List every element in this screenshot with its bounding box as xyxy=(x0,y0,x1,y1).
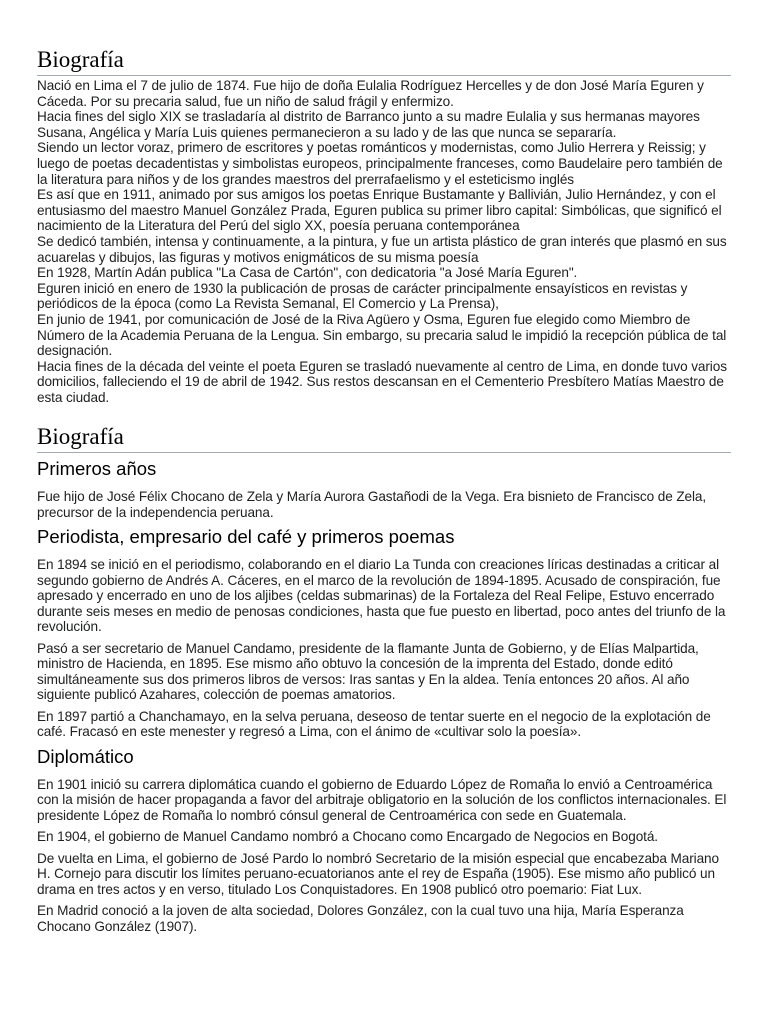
subheading-periodista: Periodista, empresario del café y primeros poemas xyxy=(37,526,455,548)
bio-line: En junio de 1941, por comunicación de José de la Riva Agüero y Osma, Eguren fue elegido como Miembro de Número de la Academia Peruana de la Lengua. Sin embargo, su precaria salud le impidió la recepción pública de tal designación. xyxy=(37,311,727,359)
bio-line: Hacia fines de la década del veinte el poeta Eguren se trasladó nuevamente al centro de Lima, en donde tuvo varios domicilios, falleciendo el 19 de abril de 1942. Sus restos descansan en el Cementerio Presbítero Matías Maestro de esta ciudad. xyxy=(37,358,727,405)
paragraph: En Madrid conoció a la joven de alta sociedad, Dolores González, con la cual tuvo una hija, María Esperanza Chocano González (1907). xyxy=(37,903,684,934)
section-heading-eguren: Biografía xyxy=(37,46,731,76)
paragraph: En 1894 se inició en el periodismo, colaborando en el diario La Tunda con creaciones líricas destinadas a criticar al segundo gobierno de Andrés A. Cáceres, en el marco de la revolución de 1894-1895. Acusado de conspiración, fue apresado y encerrado en uno de los aljibes (celdas submarinas) de la Fortaleza del Real Felipe, Estuvo encerrado durante seis meses en medio de penosas condiciones, hasta que fue puesto en libertad, poco antes del triunfo de la revolución. xyxy=(37,557,726,635)
subheading-diplomatico: Diplomático xyxy=(37,745,134,767)
eguren-biography xyxy=(37,78,731,405)
bio-line: Nació en Lima el 7 de julio de 1874. Fue hijo de doña Eulalia Rodríguez Hercelles y de don José María Eguren y Cáceda. Por su precaria salud, fue un niño de salud frágil y enfermizo. xyxy=(37,78,704,109)
paragraph: Pasó a ser secretario de Manuel Candamo, presidente de la flamante Junta de Gobierno, y de Elías Malpartida, ministro de Hacienda, en 1895. Ese mismo año obtuvo la concesión de la imprenta del Estado, donde editó simultáneamente sus dos primeros libros de versos: Iras santas y En la aldea. Tenía entonces 20 años. Al año siguiente publicó Azahares, colección de poemas amatorios. xyxy=(37,640,699,703)
paragraph: Fue hijo de José Félix Chocano de Zela y María Aurora Gastañodi de la Vega. Era bisnieto de Francisco de Zela, precursor de la independencia peruana. xyxy=(37,489,707,520)
section-heading-chocano: Biografía xyxy=(37,423,731,453)
bio-line: Siendo un lector voraz, primero de escritores y poetas románticos y modernistas, como Julio Herrera y Reissig; y luego de poetas decadentistas y simbolistas europeos, principalmente franceses, como Baudelaire pero también de la literatura para niños y de los grandes maestros del prerrafaelismo y el esteticismo inglés xyxy=(37,140,723,187)
paragraph: En 1901 inició su carrera diplomática cuando el gobierno de Eduardo López de Romaña lo envió a Centroamérica con la misión de hacer propaganda a favor del arbitraje obligatorio en la solución de los conflictos internacionales. El presidente López de Romaña lo nombró cónsul general de Centroamérica con sede en Guatemala. xyxy=(37,776,727,823)
paragraph: En 1897 partió a Chanchamayo, en la selva peruana, deseoso de tentar suerte en el negocio de la explotación de café. Fracasó en este menester y regresó a Lima, con el ánimo de «cultivar solo la poesía». xyxy=(37,708,711,740)
paragraph: De vuelta en Lima, el gobierno de José Pardo lo nombró Secretario de la misión especial que encabezaba Mariano H. Cornejo para discutir los límites peruano-ecuatorianos ante el rey de España (1905). Ese mismo año publicó un drama en tres actos y en verso, titulado Los Conquistadores. En 1908 publicó otro poemario: Fiat Lux. xyxy=(37,850,719,897)
document-page xyxy=(37,46,731,940)
bio-line: Se dedicó también, intensa y continuamente, a la pintura, y fue un artista plástico de gran interés que plasmó en sus acuarelas y dibujos, las figuras y motivos enigmáticos de su misma poesía xyxy=(37,233,727,265)
subheading-primeros-anos: Primeros años xyxy=(37,458,157,480)
bio-line: En 1928, Martín Adán publica "La Casa de Cartón", con dedicatoria "a José María Eguren". xyxy=(37,265,578,281)
paragraph: En 1904, el gobierno de Manuel Candamo nombró a Chocano como Encargado de Negocios en Bogotá. xyxy=(37,829,658,845)
bio-line: Es así que en 1911, animado por sus amigos los poetas Enrique Bustamante y Ballivián, Julio Hernández, y con el entusiasmo del maestro Manuel González Prada, Eguren publica su primer libro capital: Simbólicas, que significó el nacimiento de la Literatura del Perú del siglo XX, poesía peruana contemporánea xyxy=(37,187,722,234)
bio-line: Eguren inició en enero de 1930 la publicación de prosas de carácter principalmente ensayísticos en revistas y periódicos de la época (como La Revista Semanal, El Comercio y La Prensa), xyxy=(37,280,688,312)
section-spacer xyxy=(37,405,731,423)
bio-line: Hacia fines del siglo XIX se trasladaría al distrito de Barranco junto a su madre Eulalia y sus hermanas mayores Susana, Angélica y María Luis quienes permanecieron a su lado y de las que nunca se separaría. xyxy=(37,109,700,140)
